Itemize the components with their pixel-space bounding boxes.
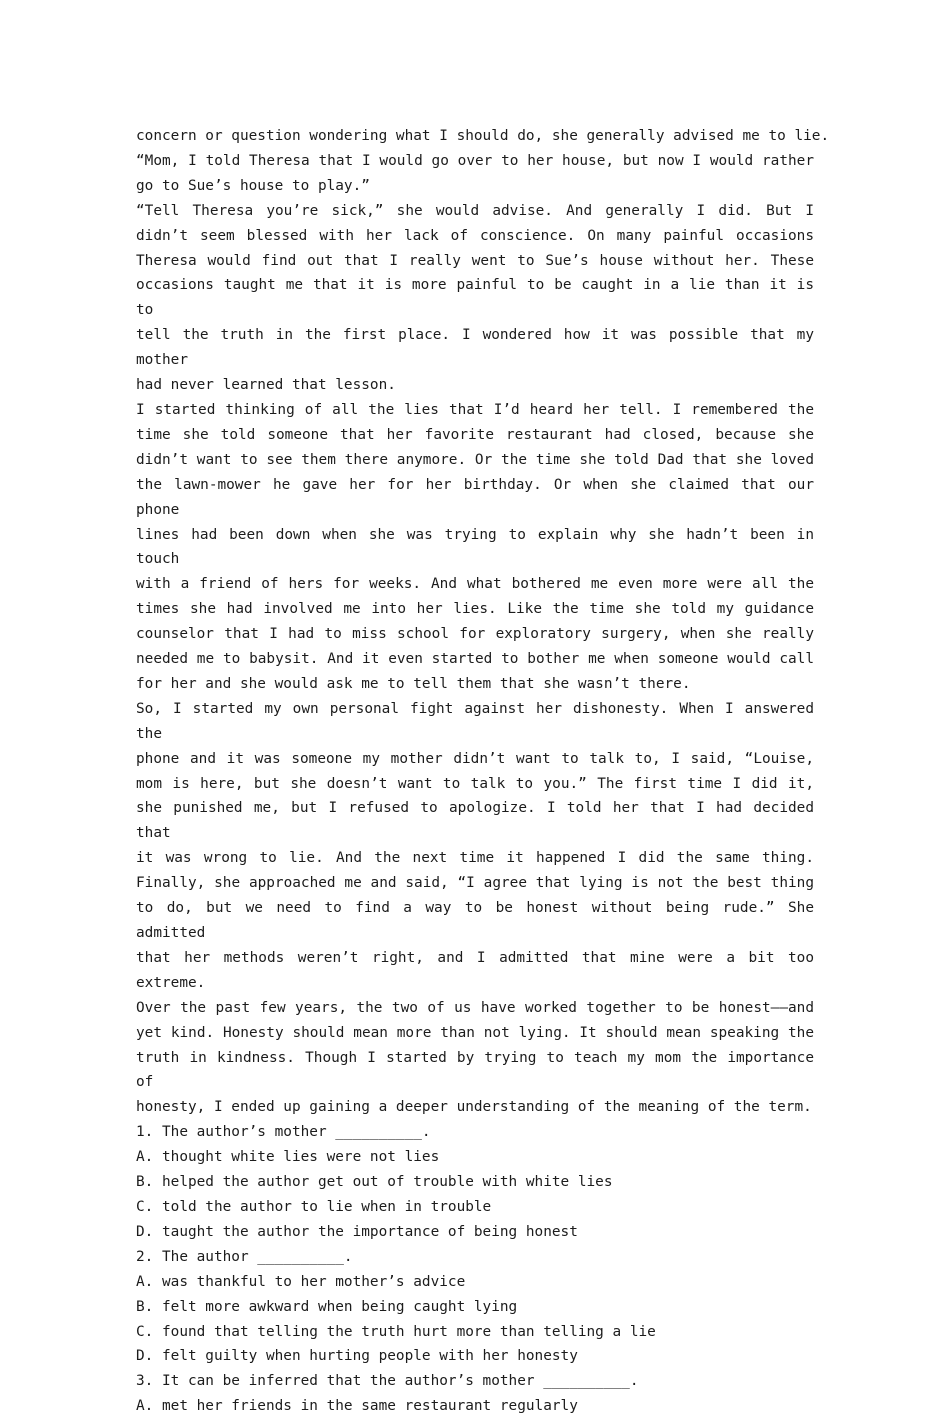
paragraph-5 xyxy=(136,697,814,996)
text-line: go to Sue’s house to play.” xyxy=(136,177,370,194)
text-line: the lawn-mower he gave her for her birthday. Or when she claimed that our phone xyxy=(136,476,814,518)
text-line: I started thinking of all the lies that I’d heard her tell. I remembered the xyxy=(136,401,814,418)
text-line: tell the truth in the first place. I wondered how it was possible that my mother xyxy=(136,327,814,369)
text-line: had never learned that lesson. xyxy=(136,377,396,394)
paragraph-3 xyxy=(136,199,814,398)
question-stem: 2. The author __________. xyxy=(136,1248,353,1265)
text-line: times she had involved me into her lies. Like the time she told my guidance xyxy=(136,601,814,618)
paragraph-2 xyxy=(136,149,814,199)
answer-option: C. told the author to lie when in trouble xyxy=(136,1198,492,1215)
text-line: didn’t want to see them there anymore. Or the time she told Dad that she loved xyxy=(136,451,814,468)
text-line: she punished me, but I refused to apologize. I told her that I had decided that xyxy=(136,800,814,842)
text-line: Theresa would find out that I really went to Sue’s house without her. These xyxy=(136,252,814,269)
text-line: concern or question wondering what I should do, she generally advised me to lie. xyxy=(136,128,830,144)
text-line: yet kind. Honesty should mean more than not lying. It should mean speaking the xyxy=(136,1024,814,1041)
text-line: time she told someone that her favorite restaurant had closed, because she xyxy=(136,426,814,443)
question-stem: 3. It can be inferred that the author’s mother __________. xyxy=(136,1373,639,1390)
question-1 xyxy=(136,1120,814,1245)
question-stem: 1. The author’s mother __________. xyxy=(136,1124,431,1141)
answer-option: B. felt more awkward when being caught lying xyxy=(136,1298,518,1315)
text-line: to do, but we need to find a way to be honest without being rude.” She admitted xyxy=(136,900,814,941)
text-line: didn’t seem blessed with her lack of conscience. On many painful occasions xyxy=(136,227,814,244)
text-line: “Mom, I told Theresa that I would go over to her house, but now I would rather xyxy=(136,152,814,169)
answer-option: A. met her friends in the same restaurant regularly xyxy=(136,1398,578,1415)
text-line: counselor that I had to miss school for exploratory surgery, when she really xyxy=(136,626,814,643)
text-line: honesty, I ended up gaining a deeper understanding of the meaning of the term. xyxy=(136,1099,812,1116)
paragraph-1 xyxy=(136,124,830,149)
paragraph-6 xyxy=(136,996,814,1121)
answer-option: D. taught the author the importance of being honest xyxy=(136,1223,578,1240)
text-line: with a friend of hers for weeks. And what bothered me even more were all the xyxy=(136,576,814,593)
answer-option: B. helped the author get out of trouble with white lies xyxy=(136,1174,613,1191)
text-line: lines had been down when she was trying to explain why she hadn’t been in touch xyxy=(136,526,814,568)
text-line: mom is here, but she doesn’t want to talk to you.” The first time I did it, xyxy=(136,775,814,792)
text-line: Finally, she approached me and said, “I agree that lying is not the best thing xyxy=(136,875,814,892)
question-3 xyxy=(136,1369,814,1419)
text-line: “Tell Theresa you’re sick,” she would advise. And generally I did. But I xyxy=(136,202,814,219)
text-line: So, I started my own personal fight against her dishonesty. When I answered the xyxy=(136,700,814,742)
document-page xyxy=(136,124,830,1419)
answer-option: A. was thankful to her mother’s advice xyxy=(136,1273,466,1290)
text-line: phone and it was someone my mother didn’t want to talk to, I said, “Louise, xyxy=(136,750,814,767)
text-line: Over the past few years, the two of us have worked together to be honest——and xyxy=(136,999,814,1016)
text-line: for her and she would ask me to tell them that she wasn’t there. xyxy=(136,675,691,692)
text-line: it was wrong to lie. And the next time it happened I did the same thing. xyxy=(136,850,814,867)
text-line: that her methods weren’t right, and I admitted that mine were a bit too xyxy=(136,949,814,966)
text-line: truth in kindness. Though I started by trying to teach my mom the importance of xyxy=(136,1049,814,1091)
text-line: needed me to babysit. And it even started to bother me when someone would call xyxy=(136,651,814,668)
answer-option: C. found that telling the truth hurt more than telling a lie xyxy=(136,1323,656,1340)
text-line: occasions taught me that it is more painful to be caught in a lie than it is to xyxy=(136,277,814,319)
question-2 xyxy=(136,1245,814,1370)
text-line: extreme. xyxy=(136,974,206,991)
answer-option: D. felt guilty when hurting people with her honesty xyxy=(136,1348,578,1365)
answer-option: A. thought white lies were not lies xyxy=(136,1149,440,1166)
paragraph-4 xyxy=(136,398,814,697)
